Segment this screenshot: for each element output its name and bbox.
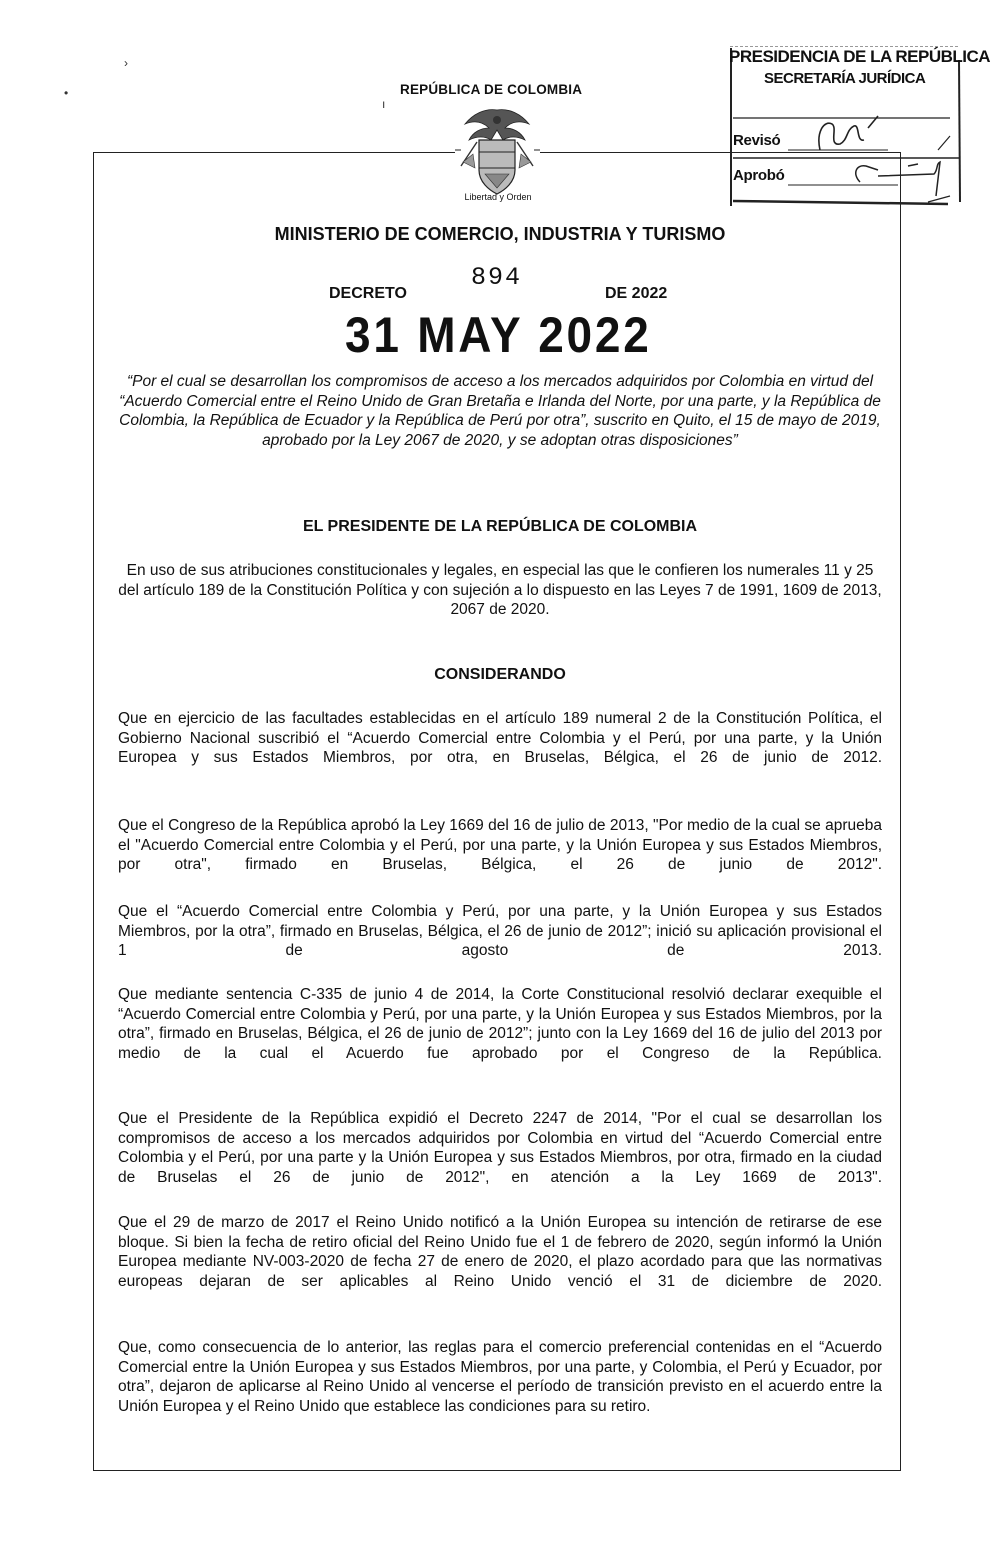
- powers-clause: En uso de sus atribuciones constitucionales y legales, en especial las que le confieren los numerales 11 y 25 del artículo 189 de la Constitución Política y con sujeción a lo dispuesto en las Leyes 7 de 1991, 1609 de 2013, 2067 de 2020.: [118, 562, 882, 618]
- considerando-paragraph: Que el “Acuerdo Comercial entre Colombia y Perú, por una parte, y la Unión Europea y sus Estados Miembros, por la otra”, firmado en Bruselas, Bélgica, el 26 de junio de 2012”; inició su aplicación provisional el 1 de agosto de 2013.: [118, 903, 882, 959]
- scan-mark: ›: [124, 56, 128, 70]
- considerando-paragraph: Que el Presidente de la República expidió el Decreto 2247 de 2014, "Por el cual se desarrollan los compromisos de acceso a los mercados adquiridos por Colombia en virtud del “Acuerdo Comercial entre Colombia y el Perú, por una parte y la Unión Europea y sus Estados Miembros, por otra, firmado en la ciudad de Bruselas el 26 de junio de 2012", en atención a la Ley 1669 de 2013".: [118, 1110, 882, 1186]
- scan-mark: •: [64, 86, 69, 100]
- considerando-paragraph: Que el 29 de marzo de 2017 el Reino Unido notificó a la Unión Europea su intención de retirarse de ese bloque. Si bien la fecha de retiro oficial del Reino Unido fue el 1 de febrero de 2020, según informó la Unión Europea mediante NV-003-2020 de fecha 27 de enero de 2020, el plazo acordado para que las normativas europeas dejaran de ser aplicables al Reino Unido venció el 31 de diciembre de 2020.: [118, 1214, 882, 1290]
- stamp-subtitle: SECRETARÍA JURÍDICA: [764, 70, 926, 87]
- considerando-paragraph: Que en ejercicio de las facultades establecidas en el artículo 189 numeral 2 de la Constitución Política, el Gobierno Nacional suscribió el “Acuerdo Comercial entre Colombia y el Perú, por una parte, y la Unión Europea y sus Estados Miembros, por otra, en Bruselas, Bélgica, el 26 de junio de 2012.: [118, 710, 882, 766]
- ministry-heading: MINISTERIO DE COMERCIO, INDUSTRIA Y TURISMO: [274, 224, 726, 244]
- decree-number: 894: [471, 263, 523, 292]
- decree-subject: “Por el cual se desarrollan los compromisos de acceso a los mercados adquiridos por Colombia en virtud del “Acuerdo Comercial entre el Reino Unido de Gran Bretaña e Irlanda del Norte, por una parte, y la República de Colombia, la República de Ecuador y la República de Perú por otra”, suscrito en Quito, el 15 de mayo de 2019, aprobado por la Ley 2067 de 2020, y se adoptan otras disposiciones”: [119, 373, 881, 449]
- stamp-title: PRESIDENCIA DE LA REPÚBLICA: [729, 47, 991, 66]
- considerando-heading: CONSIDERANDO: [434, 666, 566, 683]
- seal-motto: Libertad y Orden: [464, 192, 532, 202]
- republic-heading: REPÚBLICA DE COLOMBIA: [400, 82, 583, 97]
- considerando-paragraph: Que mediante sentencia C-335 de junio 4 de 2014, la Corte Constitucional resolvió declarar exequible el “Acuerdo Comercial entre Colombia y Perú, por una parte, y la Unión Europea y sus Estados Miembros, por la otra”, firmado en Bruselas, Bélgica, el 26 de junio de 2012”; junto con la Ley 1669 del 16 de julio del 2013 por medio de la cual el Acuerdo fue aprobado por el Congreso de la República.: [118, 986, 882, 1062]
- considerando-paragraph: Que, como consecuencia de lo anterior, las reglas para el comercio preferencial contenidas en el “Acuerdo Comercial entre la Unión Europea y sus Estados Miembros, por una parte, y Colombia, el Perú y Ecuador, por otra”, dejaron de aplicarse al Reino Unido al vencerse el período de transición previsto en el acuerdo entre la Unión Europea y el Reino Unido que establece las condiciones para su retiro.: [118, 1339, 882, 1415]
- decree-date-stamp: 31 MAY 2022: [345, 307, 652, 363]
- stamp-reviewed-label: Revisó: [733, 132, 781, 149]
- decree-year: DE 2022: [605, 285, 668, 302]
- coat-of-arms-seal: [455, 106, 540, 202]
- stamp-approved-label: Aprobó: [733, 167, 785, 184]
- scan-mark: ı: [382, 97, 386, 111]
- considerando-paragraph: Que el Congreso de la República aprobó la Ley 1669 del 16 de julio de 2013, "Por medio de la cual se aprueba el "Acuerdo Comercial entre Colombia y el Perú, por una parte, y la Unión Europea y sus Estados Miembros, por otra", firmado en Bruselas, Bélgica, el 26 de junio de 2012".: [118, 817, 882, 873]
- president-heading: EL PRESIDENTE DE LA REPÚBLICA DE COLOMBIA: [302, 518, 698, 535]
- decree-label: DECRETO: [329, 285, 407, 302]
